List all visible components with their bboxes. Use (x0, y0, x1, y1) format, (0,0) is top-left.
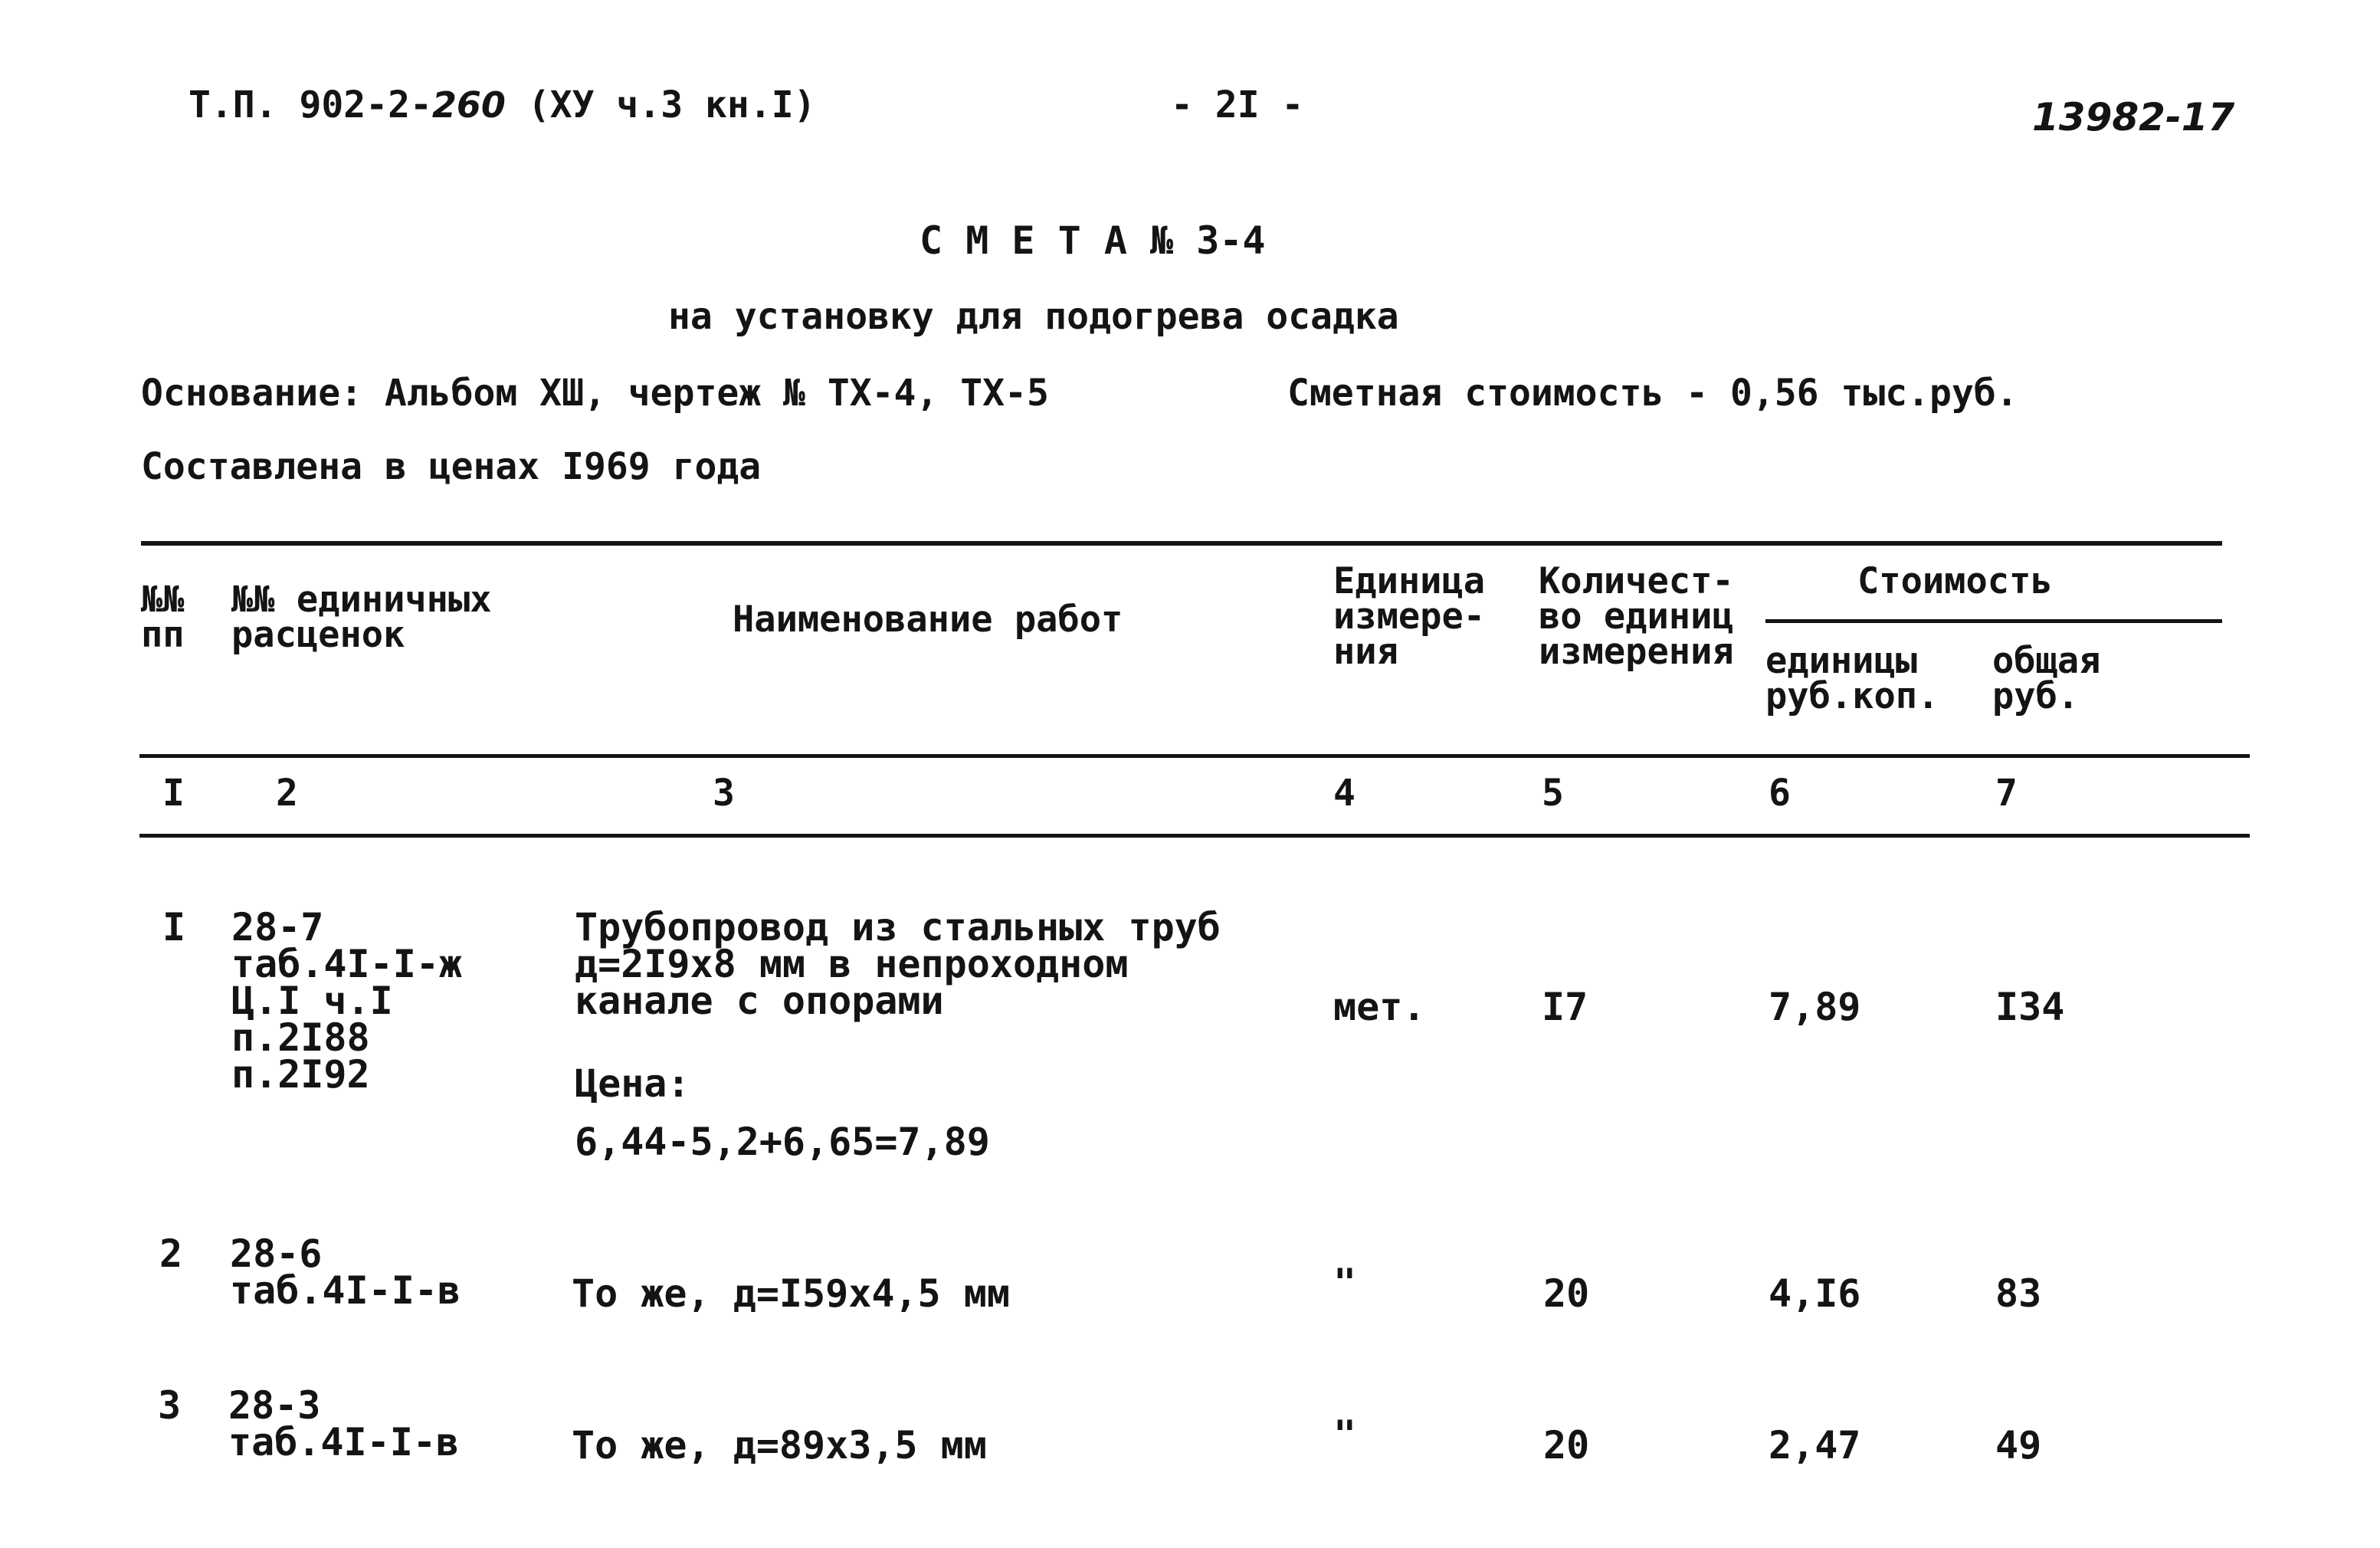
table-row-1-unit: мет. (1333, 985, 1426, 1029)
table-row-1-unit-cost: 7,89 (1769, 985, 1861, 1029)
stamp-number: 13982-17 (2032, 95, 2235, 139)
table-row-1-quantity: I7 (1542, 985, 1588, 1029)
estimated-cost: Сметная стоимость - 0,56 тыс.руб. (1287, 372, 2018, 415)
column-number-3: 3 (713, 772, 735, 815)
column-number-1: I (162, 772, 185, 815)
document-subtitle: на установку для подогрева осадка (668, 295, 1399, 338)
header-quantity: Количест- во единиц измерения (1539, 560, 1734, 673)
page-number: - 2I - (1171, 84, 1304, 126)
column-number-4: 4 (1333, 772, 1356, 815)
table-row-2-total: 83 (1995, 1271, 2042, 1316)
header-row-number: №№ пп (141, 579, 185, 656)
table-row-2-work-name: То же, д=I59х4,5 мм (572, 1271, 1010, 1316)
document-code-suffix: (ХУ ч.3 кн.I) (527, 84, 816, 126)
column-number-7: 7 (1995, 772, 2018, 815)
table-row-3-unit-cost: 2,47 (1769, 1423, 1861, 1468)
table-row-1-rate-refs: 28-7 таб.4I-I-ж Ц.I ч.I п.2I88 п.2I92 (231, 905, 463, 1097)
document-code-prefix: Т.П. 902-2- (188, 84, 432, 126)
table-row-3-number: 3 (158, 1383, 182, 1428)
table-row-2-rate-refs: 28-6 таб.4I-I-в (230, 1232, 461, 1313)
column-number-2: 2 (276, 772, 298, 815)
table-row-1-price-calc: 6,44-5,2+6,65=7,89 (575, 1120, 990, 1164)
header-work-name: Наименование работ (733, 599, 1123, 641)
header-cost-group: Стоимость (1857, 560, 2053, 602)
table-top-rule (141, 541, 2222, 546)
header-unit-cost: единицы руб.коп. (1765, 640, 1939, 717)
cost-group-rule (1765, 619, 2222, 623)
table-row-3-total: 49 (1995, 1423, 2042, 1468)
table-row-1-price-label: Цена: (575, 1061, 690, 1106)
table-row-1-total: I34 (1995, 985, 2065, 1029)
document-code (188, 86, 816, 124)
header-bottom-rule (139, 754, 2250, 758)
document-title: С М Е Т А № 3-4 (920, 218, 1266, 263)
basis-line: Основание: Альбом ХШ, чертеж № ТХ-4, ТХ-5 (141, 372, 1049, 415)
table-row-3-work-name: То же, д=89х3,5 мм (572, 1423, 987, 1468)
header-unit: Единица измере- ния (1333, 560, 1486, 673)
table-row-2-number: 2 (159, 1232, 183, 1276)
header-total-cost: общая руб. (1992, 640, 2101, 717)
document-code-handwritten: 260 (431, 84, 506, 126)
table-row-2-quantity: 20 (1543, 1271, 1590, 1316)
column-number-6: 6 (1769, 772, 1791, 815)
table-row-1-work-name: Трубопровод из стальных труб д=2I9х8 мм в непроходном канале с опорами (575, 905, 1221, 1023)
column-number-5: 5 (1542, 772, 1564, 815)
table-row-2-unit-cost: 4,I6 (1769, 1271, 1861, 1316)
table-row-3-unit: " (1333, 1412, 1357, 1457)
table-row-1-number: I (162, 905, 186, 949)
prices-year-line: Составлена в ценах I969 года (141, 445, 762, 488)
column-numbers-rule (139, 834, 2250, 838)
table-row-3-rate-refs: 28-3 таб.4I-I-в (228, 1383, 460, 1464)
table-row-3-quantity: 20 (1543, 1423, 1590, 1468)
table-row-2-unit: " (1333, 1261, 1357, 1305)
header-rate-refs: №№ единичных расценок (231, 579, 492, 656)
